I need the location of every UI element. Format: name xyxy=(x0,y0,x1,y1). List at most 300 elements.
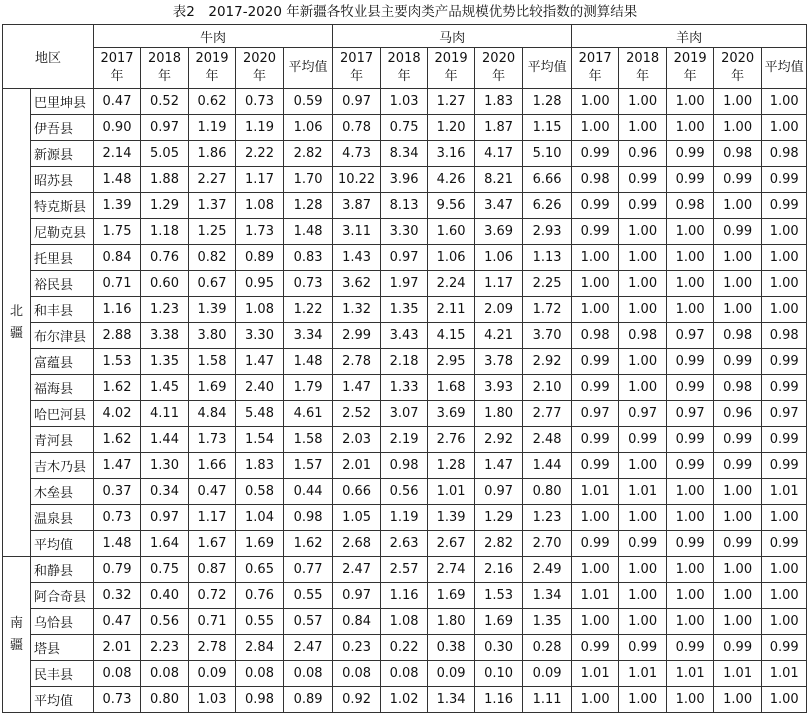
value-cell: 1.15 xyxy=(523,115,572,141)
value-cell: 3.43 xyxy=(381,323,428,349)
value-cell: 1.00 xyxy=(714,583,762,609)
value-cell: 1.39 xyxy=(428,505,475,531)
value-cell: 2.67 xyxy=(428,531,475,557)
table-row xyxy=(3,167,807,193)
county-name: 特克斯县 xyxy=(31,193,94,219)
value-cell: 1.86 xyxy=(189,141,236,167)
value-cell: 4.02 xyxy=(94,401,141,427)
value-cell: 1.03 xyxy=(381,89,428,115)
value-cell: 0.73 xyxy=(284,271,333,297)
value-cell: 1.00 xyxy=(762,557,807,583)
value-cell: 1.64 xyxy=(141,531,189,557)
year-number: 2020 xyxy=(482,51,516,66)
value-cell: 2.57 xyxy=(381,557,428,583)
value-cell: 0.62 xyxy=(189,89,236,115)
value-cell: 0.73 xyxy=(94,687,141,713)
value-cell: 1.00 xyxy=(667,115,714,141)
county-name: 乌恰县 xyxy=(31,609,94,635)
value-cell: 2.48 xyxy=(523,427,572,453)
value-cell: 1.69 xyxy=(236,531,284,557)
value-cell: 0.99 xyxy=(572,635,619,661)
value-cell: 1.37 xyxy=(189,193,236,219)
value-cell: 1.62 xyxy=(94,375,141,401)
value-cell: 0.79 xyxy=(94,557,141,583)
value-cell: 0.99 xyxy=(619,167,667,193)
value-cell: 2.82 xyxy=(475,531,523,557)
value-cell: 8.21 xyxy=(475,167,523,193)
value-cell: 1.00 xyxy=(572,115,619,141)
value-cell: 2.10 xyxy=(523,375,572,401)
value-cell: 0.99 xyxy=(667,167,714,193)
value-cell: 0.38 xyxy=(428,635,475,661)
value-cell: 2.14 xyxy=(94,141,141,167)
table-row xyxy=(3,453,807,479)
value-cell: 0.09 xyxy=(428,661,475,687)
value-cell: 1.68 xyxy=(428,375,475,401)
value-cell: 1.57 xyxy=(284,453,333,479)
value-cell: 0.34 xyxy=(141,479,189,505)
value-cell: 0.90 xyxy=(94,115,141,141)
value-cell: 1.05 xyxy=(333,505,381,531)
region-name xyxy=(3,557,31,713)
table-row xyxy=(3,427,807,453)
value-cell: 0.98 xyxy=(572,323,619,349)
value-cell: 1.01 xyxy=(667,661,714,687)
value-cell: 1.00 xyxy=(714,271,762,297)
county-name: 和静县 xyxy=(31,557,94,583)
value-cell: 0.08 xyxy=(381,661,428,687)
value-cell: 1.00 xyxy=(714,193,762,219)
year-suffix: 年 xyxy=(683,69,697,84)
value-cell: 0.30 xyxy=(475,635,523,661)
value-cell: 0.56 xyxy=(141,609,189,635)
value-cell: 0.80 xyxy=(141,687,189,713)
value-cell: 1.01 xyxy=(572,583,619,609)
value-cell: 0.73 xyxy=(94,505,141,531)
value-cell: 1.47 xyxy=(236,349,284,375)
year-header xyxy=(619,48,667,89)
value-cell: 4.84 xyxy=(189,401,236,427)
value-cell: 0.08 xyxy=(284,661,333,687)
value-cell: 0.92 xyxy=(333,687,381,713)
value-cell: 1.00 xyxy=(667,687,714,713)
table-row xyxy=(3,193,807,219)
value-cell: 1.00 xyxy=(762,609,807,635)
value-cell: 1.60 xyxy=(428,219,475,245)
county-name: 平均值 xyxy=(31,531,94,557)
value-cell: 0.57 xyxy=(284,609,333,635)
value-cell: 1.17 xyxy=(236,167,284,193)
value-cell: 1.53 xyxy=(94,349,141,375)
year-suffix: 年 xyxy=(636,69,650,84)
value-cell: 2.40 xyxy=(236,375,284,401)
value-cell: 0.97 xyxy=(333,89,381,115)
region-name-char: 北 xyxy=(9,303,23,319)
value-cell: 1.03 xyxy=(189,687,236,713)
value-cell: 1.32 xyxy=(333,297,381,323)
value-cell: 1.39 xyxy=(94,193,141,219)
value-cell: 1.19 xyxy=(236,115,284,141)
value-cell: 0.99 xyxy=(619,427,667,453)
value-cell: 1.30 xyxy=(141,453,189,479)
value-cell: 1.00 xyxy=(572,297,619,323)
value-cell: 0.75 xyxy=(381,115,428,141)
value-cell: 3.62 xyxy=(333,271,381,297)
value-cell: 1.75 xyxy=(94,219,141,245)
county-name: 青河县 xyxy=(31,427,94,453)
value-cell: 1.01 xyxy=(762,479,807,505)
value-cell: 1.34 xyxy=(428,687,475,713)
value-cell: 1.69 xyxy=(189,375,236,401)
value-cell: 1.28 xyxy=(523,89,572,115)
value-cell: 2.70 xyxy=(523,531,572,557)
value-cell: 0.99 xyxy=(762,349,807,375)
value-cell: 0.99 xyxy=(714,219,762,245)
value-cell: 0.60 xyxy=(141,271,189,297)
county-name: 新源县 xyxy=(31,141,94,167)
year-suffix: 年 xyxy=(444,69,458,84)
value-cell: 1.80 xyxy=(475,401,523,427)
value-cell: 0.97 xyxy=(667,401,714,427)
value-cell: 0.72 xyxy=(189,583,236,609)
value-cell: 0.87 xyxy=(189,557,236,583)
region-name-char: 南 xyxy=(9,615,23,631)
table-row xyxy=(3,349,807,375)
value-cell: 0.98 xyxy=(714,141,762,167)
value-cell: 1.00 xyxy=(714,687,762,713)
value-cell: 0.28 xyxy=(523,635,572,661)
value-cell: 0.99 xyxy=(572,141,619,167)
table-row xyxy=(3,531,807,557)
table-row xyxy=(3,687,807,713)
value-cell: 0.99 xyxy=(762,427,807,453)
value-cell: 6.66 xyxy=(523,167,572,193)
year-suffix: 年 xyxy=(205,69,219,84)
year-header xyxy=(572,48,619,89)
value-cell: 0.08 xyxy=(94,661,141,687)
value-cell: 0.89 xyxy=(236,245,284,271)
value-cell: 1.53 xyxy=(475,583,523,609)
value-cell: 0.40 xyxy=(141,583,189,609)
value-cell: 1.23 xyxy=(141,297,189,323)
year-suffix: 年 xyxy=(731,69,745,84)
year-number: 2017 xyxy=(578,51,612,66)
group-header-mutton: 羊肉 xyxy=(572,25,807,48)
value-cell: 0.99 xyxy=(572,453,619,479)
value-cell: 3.47 xyxy=(475,193,523,219)
value-cell: 1.00 xyxy=(572,89,619,115)
value-cell: 1.48 xyxy=(94,167,141,193)
value-cell: 0.99 xyxy=(762,167,807,193)
value-cell: 0.97 xyxy=(333,583,381,609)
value-cell: 1.62 xyxy=(284,531,333,557)
value-cell: 0.97 xyxy=(141,505,189,531)
value-cell: 0.99 xyxy=(619,193,667,219)
value-cell: 1.44 xyxy=(141,427,189,453)
value-cell: 1.83 xyxy=(475,89,523,115)
value-cell: 0.99 xyxy=(572,531,619,557)
year-number: 2018 xyxy=(147,51,182,66)
value-cell: 0.84 xyxy=(333,609,381,635)
value-cell: 0.99 xyxy=(572,219,619,245)
value-cell: 3.30 xyxy=(236,323,284,349)
value-cell: 2.68 xyxy=(333,531,381,557)
value-cell: 1.62 xyxy=(94,427,141,453)
value-cell: 0.98 xyxy=(762,323,807,349)
value-cell: 3.96 xyxy=(381,167,428,193)
value-cell: 0.96 xyxy=(619,141,667,167)
value-cell: 1.29 xyxy=(475,505,523,531)
value-cell: 0.97 xyxy=(667,323,714,349)
value-cell: 1.06 xyxy=(475,245,523,271)
value-cell: 3.07 xyxy=(381,401,428,427)
value-cell: 0.95 xyxy=(236,271,284,297)
value-cell: 1.00 xyxy=(667,505,714,531)
value-cell: 1.00 xyxy=(619,297,667,323)
value-cell: 5.48 xyxy=(236,401,284,427)
value-cell: 5.10 xyxy=(523,141,572,167)
value-cell: 5.05 xyxy=(141,141,189,167)
value-cell: 3.69 xyxy=(475,219,523,245)
value-cell: 1.00 xyxy=(762,219,807,245)
table-row xyxy=(3,609,807,635)
value-cell: 0.77 xyxy=(284,557,333,583)
value-cell: 1.00 xyxy=(762,271,807,297)
value-cell: 0.96 xyxy=(714,401,762,427)
value-cell: 1.58 xyxy=(284,427,333,453)
value-cell: 1.00 xyxy=(619,453,667,479)
value-cell: 3.69 xyxy=(428,401,475,427)
value-cell: 1.00 xyxy=(572,609,619,635)
value-cell: 0.99 xyxy=(572,427,619,453)
value-cell: 1.00 xyxy=(714,479,762,505)
value-cell: 9.56 xyxy=(428,193,475,219)
value-cell: 1.00 xyxy=(762,583,807,609)
value-cell: 0.99 xyxy=(714,167,762,193)
year-suffix: 年 xyxy=(492,69,506,84)
year-header xyxy=(381,48,428,89)
table-row xyxy=(3,505,807,531)
value-cell: 1.79 xyxy=(284,375,333,401)
value-cell: 0.99 xyxy=(714,349,762,375)
table-row xyxy=(3,635,807,661)
value-cell: 0.98 xyxy=(381,453,428,479)
value-cell: 0.09 xyxy=(189,661,236,687)
value-cell: 1.00 xyxy=(714,297,762,323)
value-cell: 1.00 xyxy=(667,89,714,115)
year-number: 2020 xyxy=(721,51,755,66)
value-cell: 1.00 xyxy=(667,557,714,583)
table-row xyxy=(3,141,807,167)
value-cell: 0.98 xyxy=(667,193,714,219)
county-name: 巴里坤县 xyxy=(31,89,94,115)
year-number: 2019 xyxy=(434,51,468,66)
value-cell: 1.00 xyxy=(762,687,807,713)
value-cell: 0.59 xyxy=(284,89,333,115)
value-cell: 1.00 xyxy=(619,349,667,375)
year-number: 2018 xyxy=(626,51,660,66)
value-cell: 1.66 xyxy=(189,453,236,479)
value-cell: 8.13 xyxy=(381,193,428,219)
county-name: 吉木乃县 xyxy=(31,453,94,479)
county-name: 哈巴河县 xyxy=(31,401,94,427)
value-cell: 1.00 xyxy=(572,245,619,271)
value-cell: 1.88 xyxy=(141,167,189,193)
value-cell: 2.92 xyxy=(475,427,523,453)
value-cell: 0.98 xyxy=(572,167,619,193)
value-cell: 0.97 xyxy=(381,245,428,271)
value-cell: 1.08 xyxy=(236,297,284,323)
value-cell: 0.37 xyxy=(94,479,141,505)
value-cell: 4.11 xyxy=(141,401,189,427)
value-cell: 0.84 xyxy=(94,245,141,271)
year-header xyxy=(141,48,189,89)
value-cell: 2.47 xyxy=(284,635,333,661)
table-row xyxy=(3,661,807,687)
data-table xyxy=(2,24,807,713)
group-header-beef: 牛肉 xyxy=(94,25,333,48)
value-cell: 3.11 xyxy=(333,219,381,245)
value-cell: 1.25 xyxy=(189,219,236,245)
year-suffix: 年 xyxy=(350,69,364,84)
value-cell: 4.17 xyxy=(475,141,523,167)
value-cell: 0.32 xyxy=(94,583,141,609)
value-cell: 0.67 xyxy=(189,271,236,297)
value-cell: 2.01 xyxy=(94,635,141,661)
year-header xyxy=(667,48,714,89)
value-cell: 0.99 xyxy=(572,375,619,401)
value-cell: 2.23 xyxy=(141,635,189,661)
value-cell: 1.01 xyxy=(572,661,619,687)
value-cell: 1.00 xyxy=(619,245,667,271)
year-header xyxy=(94,48,141,89)
year-header xyxy=(333,48,381,89)
value-cell: 1.16 xyxy=(475,687,523,713)
value-cell: 0.98 xyxy=(236,687,284,713)
value-cell: 1.00 xyxy=(619,89,667,115)
value-cell: 1.00 xyxy=(667,245,714,271)
value-cell: 0.82 xyxy=(189,245,236,271)
year-header xyxy=(475,48,523,89)
value-cell: 0.23 xyxy=(333,635,381,661)
value-cell: 1.00 xyxy=(762,245,807,271)
value-cell: 0.99 xyxy=(619,531,667,557)
average-header: 平均值 xyxy=(523,48,572,89)
value-cell: 0.99 xyxy=(762,635,807,661)
county-name: 阿合奇县 xyxy=(31,583,94,609)
value-cell: 2.09 xyxy=(475,297,523,323)
value-cell: 1.80 xyxy=(428,609,475,635)
value-cell: 2.24 xyxy=(428,271,475,297)
value-cell: 1.87 xyxy=(475,115,523,141)
value-cell: 1.47 xyxy=(475,453,523,479)
value-cell: 1.08 xyxy=(381,609,428,635)
year-header xyxy=(189,48,236,89)
value-cell: 1.18 xyxy=(141,219,189,245)
year-number: 2019 xyxy=(673,51,707,66)
region-name xyxy=(3,89,31,557)
table-row xyxy=(3,115,807,141)
value-cell: 1.97 xyxy=(381,271,428,297)
year-suffix: 年 xyxy=(253,69,267,84)
value-cell: 1.00 xyxy=(572,687,619,713)
value-cell: 1.00 xyxy=(714,609,762,635)
value-cell: 2.18 xyxy=(381,349,428,375)
value-cell: 1.83 xyxy=(236,453,284,479)
value-cell: 1.58 xyxy=(189,349,236,375)
value-cell: 0.58 xyxy=(236,479,284,505)
table-row xyxy=(3,375,807,401)
value-cell: 0.98 xyxy=(714,375,762,401)
value-cell: 2.74 xyxy=(428,557,475,583)
value-cell: 1.17 xyxy=(475,271,523,297)
value-cell: 0.99 xyxy=(667,141,714,167)
value-cell: 0.89 xyxy=(284,687,333,713)
table-row xyxy=(3,583,807,609)
value-cell: 0.99 xyxy=(667,349,714,375)
value-cell: 0.71 xyxy=(189,609,236,635)
value-cell: 4.26 xyxy=(428,167,475,193)
table-title: 表2 2017-2020 年新疆各牧业县主要肉类产品规模优势比较指数的测算结果 xyxy=(172,4,638,20)
value-cell: 1.39 xyxy=(189,297,236,323)
value-cell: 0.09 xyxy=(523,661,572,687)
value-cell: 2.82 xyxy=(284,141,333,167)
value-cell: 0.75 xyxy=(141,557,189,583)
value-cell: 1.00 xyxy=(619,583,667,609)
value-cell: 0.76 xyxy=(141,245,189,271)
county-name: 和丰县 xyxy=(31,297,94,323)
region-name-char: 疆 xyxy=(9,325,23,341)
value-cell: 0.56 xyxy=(381,479,428,505)
value-cell: 1.00 xyxy=(619,375,667,401)
value-cell: 2.47 xyxy=(333,557,381,583)
table-row xyxy=(3,89,807,115)
value-cell: 2.93 xyxy=(523,219,572,245)
value-cell: 1.00 xyxy=(619,557,667,583)
value-cell: 0.71 xyxy=(94,271,141,297)
average-header: 平均值 xyxy=(284,48,333,89)
value-cell: 1.00 xyxy=(714,557,762,583)
value-cell: 1.00 xyxy=(667,609,714,635)
value-cell: 1.48 xyxy=(284,349,333,375)
year-suffix: 年 xyxy=(588,69,602,84)
value-cell: 0.80 xyxy=(523,479,572,505)
year-number: 2019 xyxy=(195,51,229,66)
value-cell: 1.69 xyxy=(428,583,475,609)
table-row xyxy=(3,271,807,297)
value-cell: 1.13 xyxy=(523,245,572,271)
value-cell: 0.99 xyxy=(667,635,714,661)
value-cell: 1.29 xyxy=(141,193,189,219)
value-cell: 0.99 xyxy=(714,453,762,479)
value-cell: 2.01 xyxy=(333,453,381,479)
value-cell: 0.83 xyxy=(284,245,333,271)
value-cell: 0.99 xyxy=(714,427,762,453)
value-cell: 0.99 xyxy=(572,349,619,375)
value-cell: 1.04 xyxy=(236,505,284,531)
value-cell: 2.84 xyxy=(236,635,284,661)
table-row xyxy=(3,401,807,427)
value-cell: 1.69 xyxy=(475,609,523,635)
value-cell: 1.01 xyxy=(572,479,619,505)
value-cell: 3.34 xyxy=(284,323,333,349)
county-name: 平均值 xyxy=(31,687,94,713)
value-cell: 1.72 xyxy=(523,297,572,323)
value-cell: 1.19 xyxy=(189,115,236,141)
value-cell: 1.00 xyxy=(619,115,667,141)
value-cell: 0.44 xyxy=(284,479,333,505)
table-row xyxy=(3,245,807,271)
